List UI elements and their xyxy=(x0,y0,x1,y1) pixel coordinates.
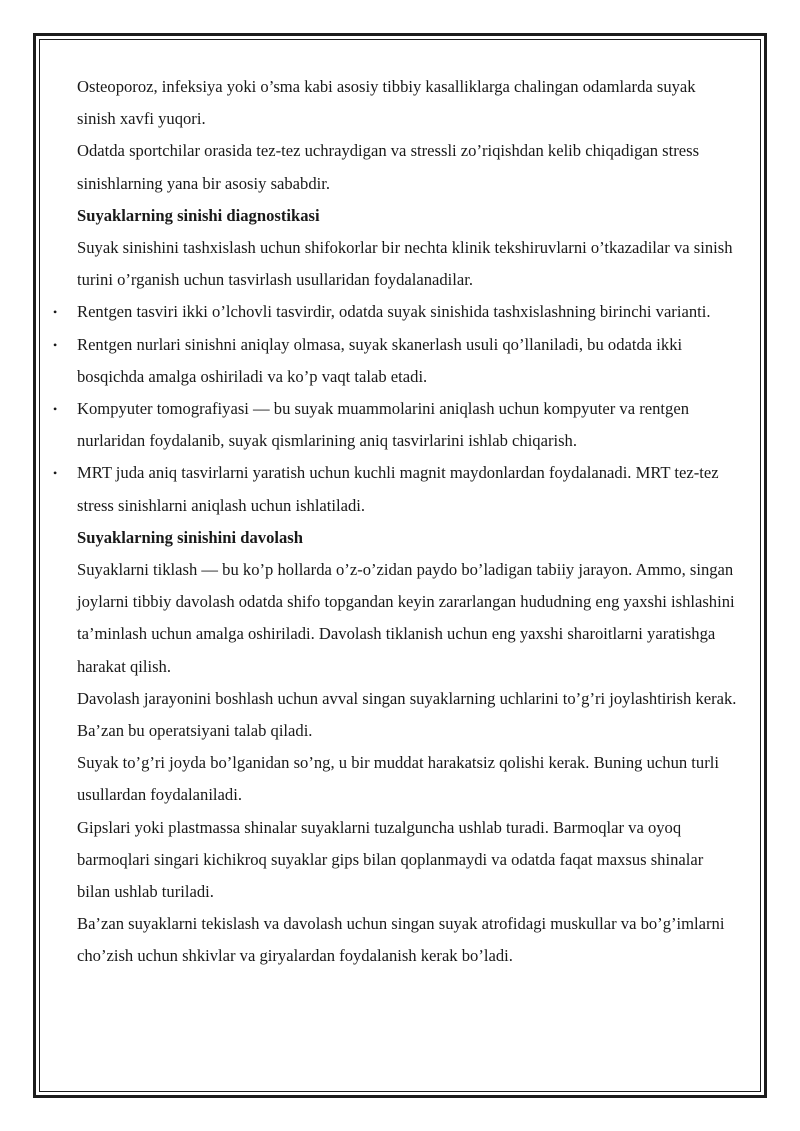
list-item xyxy=(53,329,737,393)
list-item xyxy=(53,296,737,328)
list-item-text: Rentgen tasviri ikki o’lchovli tasvirdir, odatda suyak sinishida tashxislashning birinchi varianti. xyxy=(77,302,711,322)
paragraph: Suyak to’g’ri joyda bo’lganidan so’ng, u bir muddat harakatsiz qolishi kerak. Buning uchun turli usullardan foydalaniladi. xyxy=(77,753,719,805)
list-item-text: Rentgen nurlari sinishni aniqlay olmasa, suyak skanerlash usuli qo’llaniladi, bu odatda ikki bosqichda amalga oshiriladi va ko’p vaqt talab etadi. xyxy=(77,334,683,386)
paragraph: Gipslari yoki plastmassa shinalar suyaklarni tuzalguncha ushlab turadi. Barmoqlar va oyoq barmoqlari singari kichikroq suyaklar gips bilan qoplanmaydi va odatda faqat maxsus shinalar bilan ushlab turiladi. xyxy=(77,817,704,902)
list-item-text: MRT juda aniq tasvirlarni yaratish uchun kuchli magnit maydonlardan foydalanadi. MRT tez-tez stress sinishlarni aniqlash uchun ishlatiladi. xyxy=(77,463,719,515)
paragraph: Osteoporoz, infeksiya yoki o’sma kabi asosiy tibbiy kasalliklarga chalingan odamlarda suyak sinish xavfi yuqori. xyxy=(77,77,696,129)
list-item xyxy=(53,393,737,457)
bullet-icon: • xyxy=(53,466,58,481)
bullet-icon: • xyxy=(53,402,58,417)
section-heading: Suyaklarning sinishini davolash xyxy=(77,527,303,547)
section-heading: Suyaklarning sinishi diagnostikasi xyxy=(77,205,320,225)
bullet-icon: • xyxy=(53,305,58,320)
document-body xyxy=(53,71,737,973)
paragraph: Odatda sportchilar orasida tez-tez uchraydigan va stressli zo’riqishdan kelib chiqadigan stress sinishlarning yana bir asosiy sababdir. xyxy=(77,141,700,193)
list-item xyxy=(53,457,737,521)
paragraph: Suyak sinishini tashxislash uchun shifokorlar bir nechta klinik tekshiruvlarni o’tkazadilar va sinish turini o’rganish uchun tasvirlash usullaridan foydalanadilar. xyxy=(77,238,733,290)
bullet-list xyxy=(53,296,737,521)
list-item-text: Kompyuter tomografiyasi — bu suyak muammolarini aniqlash uchun kompyuter va rentgen nurlaridan foydalanib, suyak qismlarining aniq tasvirlarini ishlab chiqarish. xyxy=(77,399,689,451)
paragraph: Suyaklarni tiklash — bu ko’p hollarda o’z-o’zidan paydo bo’ladigan tabiiy jarayon. Ammo, singan joylarni tibbiy davolash odatda shifo topgandan keyin zararlangan hududning eng yaxshi ishlashini ta’minlash uchun amalga oshiriladi. Davolash tiklanish uchun eng yaxshi sharoitlarni yaratishga harakat qilish. xyxy=(77,560,735,676)
paragraph: Ba’zan suyaklarni tekislash va davolash uchun singan suyak atrofidagi muskullar va bo’g’imlarni cho’zish uchun shkivlar va giryalardan foydalanish kerak bo’ladi. xyxy=(77,914,725,966)
bullet-icon: • xyxy=(53,337,58,352)
paragraph: Davolash jarayonini boshlash uchun avval singan suyaklarning uchlarini to’g’ri joylashtirish kerak. Ba’zan bu operatsiyani talab qiladi. xyxy=(77,688,737,741)
